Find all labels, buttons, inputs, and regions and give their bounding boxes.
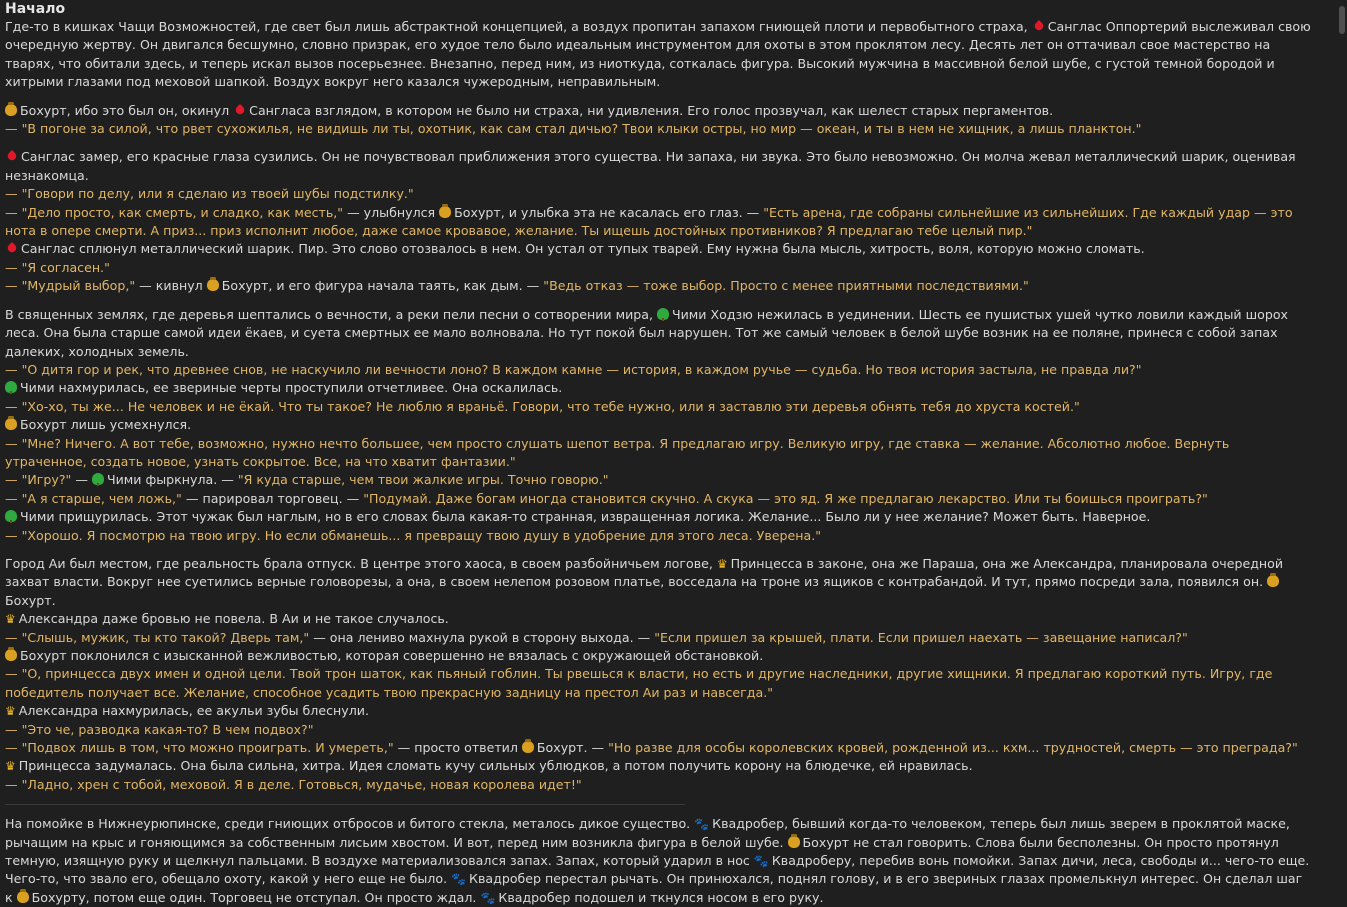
text: В священных землях, где деревья шептались о вечности, а реки пели песни о сотворении мира,	[5, 306, 657, 322]
dialogue-line: — "В погоне за силой, что рвет сухожилья, не видишь ли ты, охотник, как сам стал дичью? Твои клыки остры, но мир — океан, и ты в нем не хищник, а лишь планктон."	[5, 121, 1142, 137]
text: Санглас Оппортерий выслеживал свою очередную жертву. Он двигался бесшумно, словно призрак, его худое тело было идеальным инструментом для охоты в этом проклятом лесу. Десять лет он оттачивал свое мастерство на тварях, что обитали здесь, и теперь искал вызов посерьезнее. Внезапно, перед ним, из ниоткуда, соткалась фигура. Высокий мужчина в массивной белой шубе, с густой темной бородой и хитрыми глазами под меховой шапкой. Воздух вокруг него казался чужеродным, неправильным.	[5, 19, 1311, 90]
paw-prints-icon: 🐾	[694, 817, 710, 832]
text: — просто ответил	[393, 740, 522, 756]
text: — кивнул	[135, 278, 207, 294]
text: Чими фыркнула. —	[106, 472, 238, 488]
scrollbar-thumb[interactable]	[1339, 6, 1345, 34]
dialogue-line: — "Хорошо. Я посмотрю на твою игру. Но если обманешь... я превращу твою душу в удобрение для этого леса. Уверена."	[5, 527, 821, 543]
evergreen-tree-icon	[92, 473, 104, 485]
text: Бохурт, и его фигура начала таять, как дым. —	[221, 278, 544, 294]
quote: — "Дело просто, как смерть, и сладко, как месть,"	[5, 204, 344, 220]
text: Бохурт, ибо это был он, окинул	[20, 102, 234, 118]
dialogue-line: — "О, принцесса двух имен и одной цели. Твой трон шаток, как пьяный гоблин. Ты рвешься к власти, но есть и другие наследники, другие хищники. Я предлагаю короткий путь. Игру, где победитель получает все. Желание, способное усадить твою прекрасную задницу на престол Аи раз и навсегда."	[5, 666, 1273, 700]
narration-line	[5, 416, 1313, 434]
crown-icon: ♛	[5, 612, 16, 627]
quote: — "Мудрый выбор,"	[5, 278, 136, 294]
vertical-scrollbar[interactable]	[1335, 0, 1347, 880]
text: Квадробер подошел и ткнулся носом в его руку.	[498, 889, 824, 905]
text: Где-то в кишках Чащи Возможностей, где свет был лишь абстрактной концепцией, а воздух пропитан запахом гниющей плоти и первобытного страха,	[5, 19, 1032, 34]
crown-icon: ♛	[716, 556, 728, 571]
narration-line	[5, 555, 1313, 610]
quote: "Я куда старше, чем твои жалкие игры. Точно говорю."	[237, 472, 609, 488]
quote: — "А я старше, чем ложь,"	[5, 490, 182, 506]
text: Санглас замер, его красные глаза сузились. Он не почувствовал приближения этого существа. Ни запаха, ни звука. Это было невозможно. Он молча жевал металлический шарик, оценивая незнакомца.	[5, 149, 1296, 183]
dialogue-line: — "О дитя гор и рек, что древнее снов, не наскучило ли вечности лоно? В каждом камне — история, в каждом ручье — судьба. Но твоя история застыла, не правда ли?"	[5, 361, 1142, 377]
dialogue-line: — "Это че, разводка какая-то? В чем подвох?"	[5, 721, 314, 737]
evergreen-tree-icon	[657, 308, 669, 320]
dialogue-line	[5, 277, 1313, 295]
dialogue-line	[5, 490, 1313, 508]
text: Чими прищурилась. Этот чужак был наглым, но в его словах была какая-то странная, извращенная логика. Желание... Было ли у нее желание? Может быть. Наверное.	[20, 509, 1151, 525]
text: —	[71, 472, 92, 488]
text: Квадроберу, перебив вонь помойки. Запах дичи, леса, свободы и... чего-то еще. Чего-то, что звало его, обещало охоту, какой у него еще не было.	[5, 853, 1310, 887]
paw-prints-icon: 🐾	[753, 854, 769, 869]
dialogue-line: — "Мне? Ничего. А вот тебе, возможно, нужно нечто большее, чем просто слушать шепот ветра. Я предлагаю игру. Великую игру, где ставка — желание. Абсолютно любое. Вернуть утраченное, создать новое, узнать сокрытое. Все, на что хватит фантазии."	[5, 435, 1230, 469]
quote: "Ведь отказ — тоже выбор. Просто с менее приятными последствиями."	[543, 278, 1029, 294]
money-bag-icon	[439, 206, 451, 218]
paragraph-bohurt-appears	[5, 102, 1313, 139]
text: Квадробер перестал рычать. Он принюхался, поднял голову, и в его звериных глазах промелькнул интерес. Он сделал шаг к	[5, 871, 1303, 905]
text: Чими нахмурилась, ее звериные черты проступили отчетливее. Она оскалилась.	[20, 380, 563, 396]
quote: — "Подвох лишь в том, что можно проиграть. И умереть,"	[5, 740, 394, 756]
narration-line	[5, 610, 1313, 628]
text: Сангласа взглядом, в котором не было ни страха, ни удивления. Его голос прозвучал, как шелест старых пергаментов.	[249, 102, 1054, 118]
narration-line	[5, 647, 1313, 665]
paragraph-kvadrober	[5, 815, 1313, 907]
paragraph-sanglas-hunt	[5, 18, 1313, 92]
text: Бохурту, потом еще один. Торговец не отступал. Он просто ждал.	[31, 889, 481, 905]
narration-line	[5, 240, 1313, 258]
text: Бохурт.	[5, 592, 56, 608]
narration-line	[5, 306, 1313, 361]
dialogue-line	[5, 739, 1313, 757]
dialogue-line: — "Говори по делу, или я сделаю из твоей шубы подстилку."	[5, 186, 414, 202]
paragraph-sanglas-agrees	[5, 148, 1313, 295]
money-bag-icon	[5, 104, 17, 116]
text: Принцесса задумалась. Она была сильна, хитра. Идея сломать кучу сильных ублюдков, а потом получить корону на блюдечке, ей нравилась.	[18, 758, 973, 774]
money-bag-icon	[17, 891, 29, 903]
quote: "Но разве для особы королевских кровей, рожденной из... кхм... трудностей, смерть — это преграда?"	[608, 740, 1298, 756]
dialogue-line	[5, 629, 1313, 647]
quote: — "Слышь, мужик, ты кто такой? Дверь там,"	[5, 629, 310, 645]
text: — она лениво махнула рукой в сторону выхода. —	[309, 629, 655, 645]
evergreen-tree-icon	[5, 381, 17, 393]
page-title: Начало	[5, 1, 66, 17]
text: Бохурт поклонился с изысканной вежливостью, которая совершенно не вязалась с окружающей обстановкой.	[20, 648, 764, 663]
dialogue-line	[5, 204, 1313, 241]
text: Бохурт. —	[536, 740, 609, 756]
text: Александра нахмурилась, ее акульи зубы блеснули.	[18, 703, 369, 719]
paragraph-alexandra	[5, 555, 1313, 794]
text: Санглас сплюнул металлический шарик. Пир. Это слово отозвалось в нем. Он устал от тупых тварей. Ему нужна была мысль, хитрость, воля, которую можно сломать.	[21, 241, 1145, 257]
text: Бохурт, и улыбка эта не касалась его глаз. —	[454, 204, 764, 220]
narration-line	[5, 508, 1313, 526]
text: Александра даже бровью не повела. В Аи и не такое случалось.	[18, 611, 449, 627]
narration-line	[5, 379, 1313, 397]
section-divider	[5, 804, 685, 805]
dialogue-line: — "Я согласен."	[5, 259, 110, 275]
blood-drop-icon	[1033, 20, 1045, 32]
blood-drop-icon	[6, 242, 18, 254]
story-content	[5, 0, 1313, 907]
text: — улыбнулся	[343, 204, 440, 220]
crown-icon: ♛	[5, 704, 16, 719]
paragraph-chimi	[5, 306, 1313, 545]
text: Чими Ходзю нежилась в уединении. Шесть ее пушистых ушей чутко ловили каждый шорох леса. Она была старше самой идеи ёкаев, и суета смертных ее мало волновала. Но тут покой был нарушен. Тот же самый человек в белой шубе возник на ее поляне, принеся с собой запах далеких, холодных земель.	[5, 306, 1288, 359]
quote: — "Игру?"	[5, 472, 72, 488]
dialogue-line: — "Ладно, хрен с тобой, меховой. Я в деле. Готовься, мудачье, новая королева идет!"	[5, 776, 582, 792]
blood-drop-icon	[6, 150, 18, 162]
narration-line	[5, 757, 1313, 775]
text: — парировал торговец. —	[181, 490, 364, 506]
narration-line	[5, 702, 1313, 720]
paw-prints-icon: 🐾	[480, 890, 496, 905]
narration-line	[5, 102, 1313, 120]
money-bag-icon	[522, 741, 534, 753]
dialogue-line: — "Хо-хо, ты же... Не человек и не ёкай. Что ты такое? Не люблю я враньё. Говори, что тебе нужно, или я заставлю эти деревья обнять тебя до хруста костей."	[5, 398, 1080, 414]
money-bag-icon	[5, 418, 17, 430]
quote: "Есть арена, где собраны сильнейшие из сильнейших. Где каждый удар — это нота в опере смерти. А приз... приз исполнит любое, даже самое кровавое, желание. Ты ищешь достойных противников? Я предлагаю тебе целый пир."	[5, 204, 1293, 239]
paw-prints-icon: 🐾	[451, 872, 467, 887]
text: Принцесса в законе, она же Параша, она же Александра, планировала очередной захват власти. Вокруг нее суетились верные головорезы, а она, в своем нелепом розовом платье, восседала на троне из ящиков с контрабандой. И тут, прямо посреди зала, появился он.	[5, 555, 1284, 590]
money-bag-icon	[788, 836, 800, 848]
quote: "Если пришел за крышей, плати. Если пришел наехать — завещание написал?"	[654, 629, 1188, 645]
crown-icon: ♛	[5, 759, 16, 774]
narration-line	[5, 148, 1313, 185]
text: Бохурт лишь усмехнулся.	[20, 417, 192, 433]
dialogue-line	[5, 471, 1313, 489]
text: На помойке в Нижнеурюпинске, среди гниющих отбросов и битого стекла, металось дикое существо.	[5, 816, 695, 832]
blood-drop-icon	[234, 104, 246, 116]
money-bag-icon	[5, 649, 17, 661]
text: Бохурт не стал говорить. Слова были бесполезны. Он просто протянул темную, изящную руку и щелкнул пальцами. В воздухе материализовался запах. Запах, который ударил в нос	[5, 834, 1279, 869]
money-bag-icon	[1267, 575, 1279, 587]
evergreen-tree-icon	[5, 510, 17, 522]
text: Квадробер, бывший когда-то человеком, теперь был лишь зверем в проклятой маске, рычащим на крыс и гоняющимся за собственным лисьим хвостом. И вот, перед ним возникла фигура в белой шубе.	[5, 816, 1290, 850]
money-bag-icon	[207, 279, 219, 291]
quote: "Подумай. Даже богам иногда становится скучно. А скука — это яд. Я же предлагаю лекарство. Или ты боишься проиграть?"	[363, 490, 1208, 506]
text: Город Аи был местом, где реальность брала отпуск. В центре этого хаоса, в своем разбойничьем логове,	[5, 555, 717, 571]
